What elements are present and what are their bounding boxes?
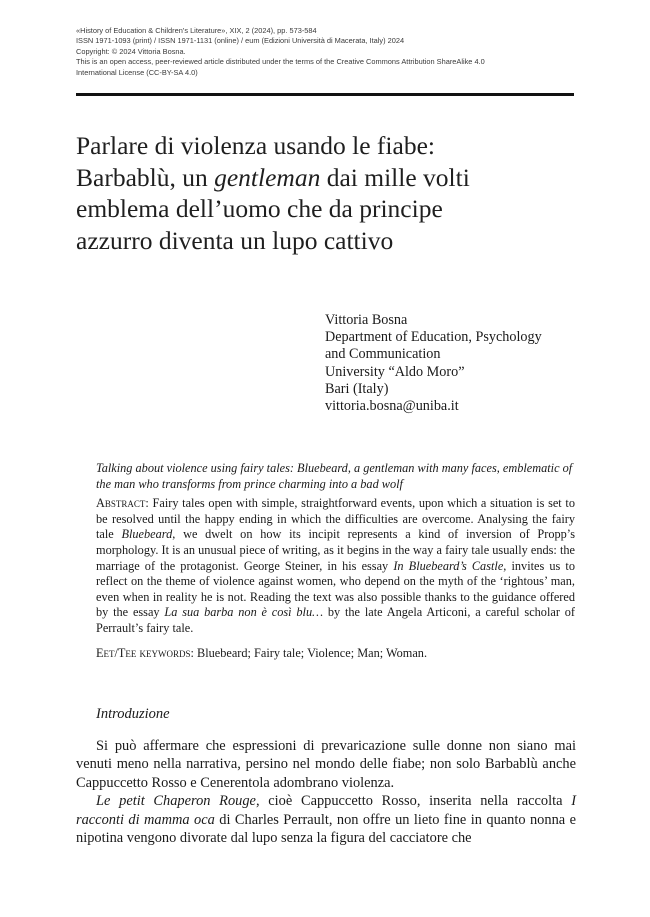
title-line-2	[76, 162, 576, 194]
license-line: This is an open access, peer-reviewed article distributed under the terms of the Creative Commons Attribution ShareAlike 4.0	[76, 57, 485, 67]
journal-header	[76, 26, 576, 78]
abstract-italic-2: In Bluebeard’s Castle	[393, 558, 504, 573]
keywords-text: Bluebeard; Fairy tale; Violence; Man; Woman.	[193, 645, 428, 660]
journal-citation: «History of Education & Children’s Literature», XIX, 2 (2024), pp. 573-584	[76, 26, 317, 35]
abstract-block	[96, 461, 575, 661]
keywords-label: Eet/Tee keywords:	[96, 645, 194, 660]
body-italic-2: I racconti di mamma oca	[76, 793, 576, 828]
body-text-2: di Charles Perrault, non offre un lieto fine in quanto nonna e nipotina vengono divorate dal lupo senza la figura del cacciatore che	[76, 811, 576, 847]
header-rule	[76, 93, 574, 96]
abstract-italic-1: Bluebeard	[121, 527, 173, 542]
abstract-italic-3: La sua barba non è così blu…	[164, 605, 324, 620]
author-block	[325, 312, 575, 415]
section-heading: Introduzione	[96, 706, 170, 722]
title-line-3: emblema dell’uomo che da principe	[76, 194, 443, 223]
abstract-text-2: , we dwelt on how its incipit represents a kind of inversion of Propp’s morphology. It is an unusual piece of writing, as it begins in the way a fairy tale usually ends: the marriage of the protagonist. George Steiner, in his essay	[96, 527, 575, 573]
author-city: Bari (Italy)	[325, 380, 389, 397]
author-university: University “Aldo Moro”	[325, 363, 465, 380]
abstract-text-3: , invites us to reflect on the theme of violence against women, who depend on the myth of the ‘rightous’ man, even when in reality he is not. Reading the text was also possible thanks to the guidance offered by the essay	[96, 558, 575, 620]
body-text-1: , cioè Cappuccetto Rosso, inserita nella raccolta	[255, 793, 572, 810]
author-name: Vittoria Bosna	[325, 312, 408, 328]
abstract-text-1: Fairy tales open with simple, straightforward events, upon which a situation is set to be resolved until the happy ending in which the difficulties are overcome. Analysing the fairy tale	[96, 496, 575, 542]
title-line-2-end: dai mille volti	[320, 162, 470, 192]
title-line-4: azzurro diventa un lupo cattivo	[76, 225, 394, 255]
abstract-paragraph	[96, 496, 575, 636]
issn-line: ISSN 1971-1093 (print) / ISSN 1971-1131 (online) / eum (Edizioni Università di Macerata, Italy) 2024	[76, 36, 405, 46]
license-line-cont: International License (CC-BY-SA 4.0)	[76, 67, 198, 77]
body-paragraph-1: Si può affermare che espressioni di prevaricazione sulle donne non siano mai venuti meno nella narrativa, persino nel mondo delle fiabe; non solo Barbablù anche Cappuccetto Rosso e Cenerentola adombrano violenza.	[76, 738, 576, 791]
copyright-line: Copyright: © 2024 Vittoria Bosna.	[76, 46, 186, 56]
author-department: Department of Education, Psychology	[325, 329, 542, 346]
english-title: Talking about violence using fairy tales: Bluebeard, a gentleman with many faces, emblematic of the man who transforms from prince charming into a bad wolf	[96, 461, 573, 491]
abstract-label: Abstract:	[96, 496, 149, 511]
body-italic-1: Le petit Chaperon Rouge	[96, 793, 256, 810]
keywords	[96, 646, 575, 662]
title-line-2-start: Barbablù, un	[76, 162, 215, 192]
article-title	[76, 130, 576, 256]
author-email[interactable]: vittoria.bosna@uniba.it	[325, 398, 459, 415]
body-paragraph-2	[76, 792, 576, 847]
title-emphasis: gentleman	[214, 162, 321, 192]
title-line-1: Parlare di violenza usando le fiabe:	[76, 131, 435, 160]
abstract-text-4: by the late Angela Articoni, a careful scholar of Perrault’s fairy tale.	[96, 605, 575, 635]
body-text	[76, 737, 576, 847]
author-department-cont: and Communication	[325, 346, 441, 363]
